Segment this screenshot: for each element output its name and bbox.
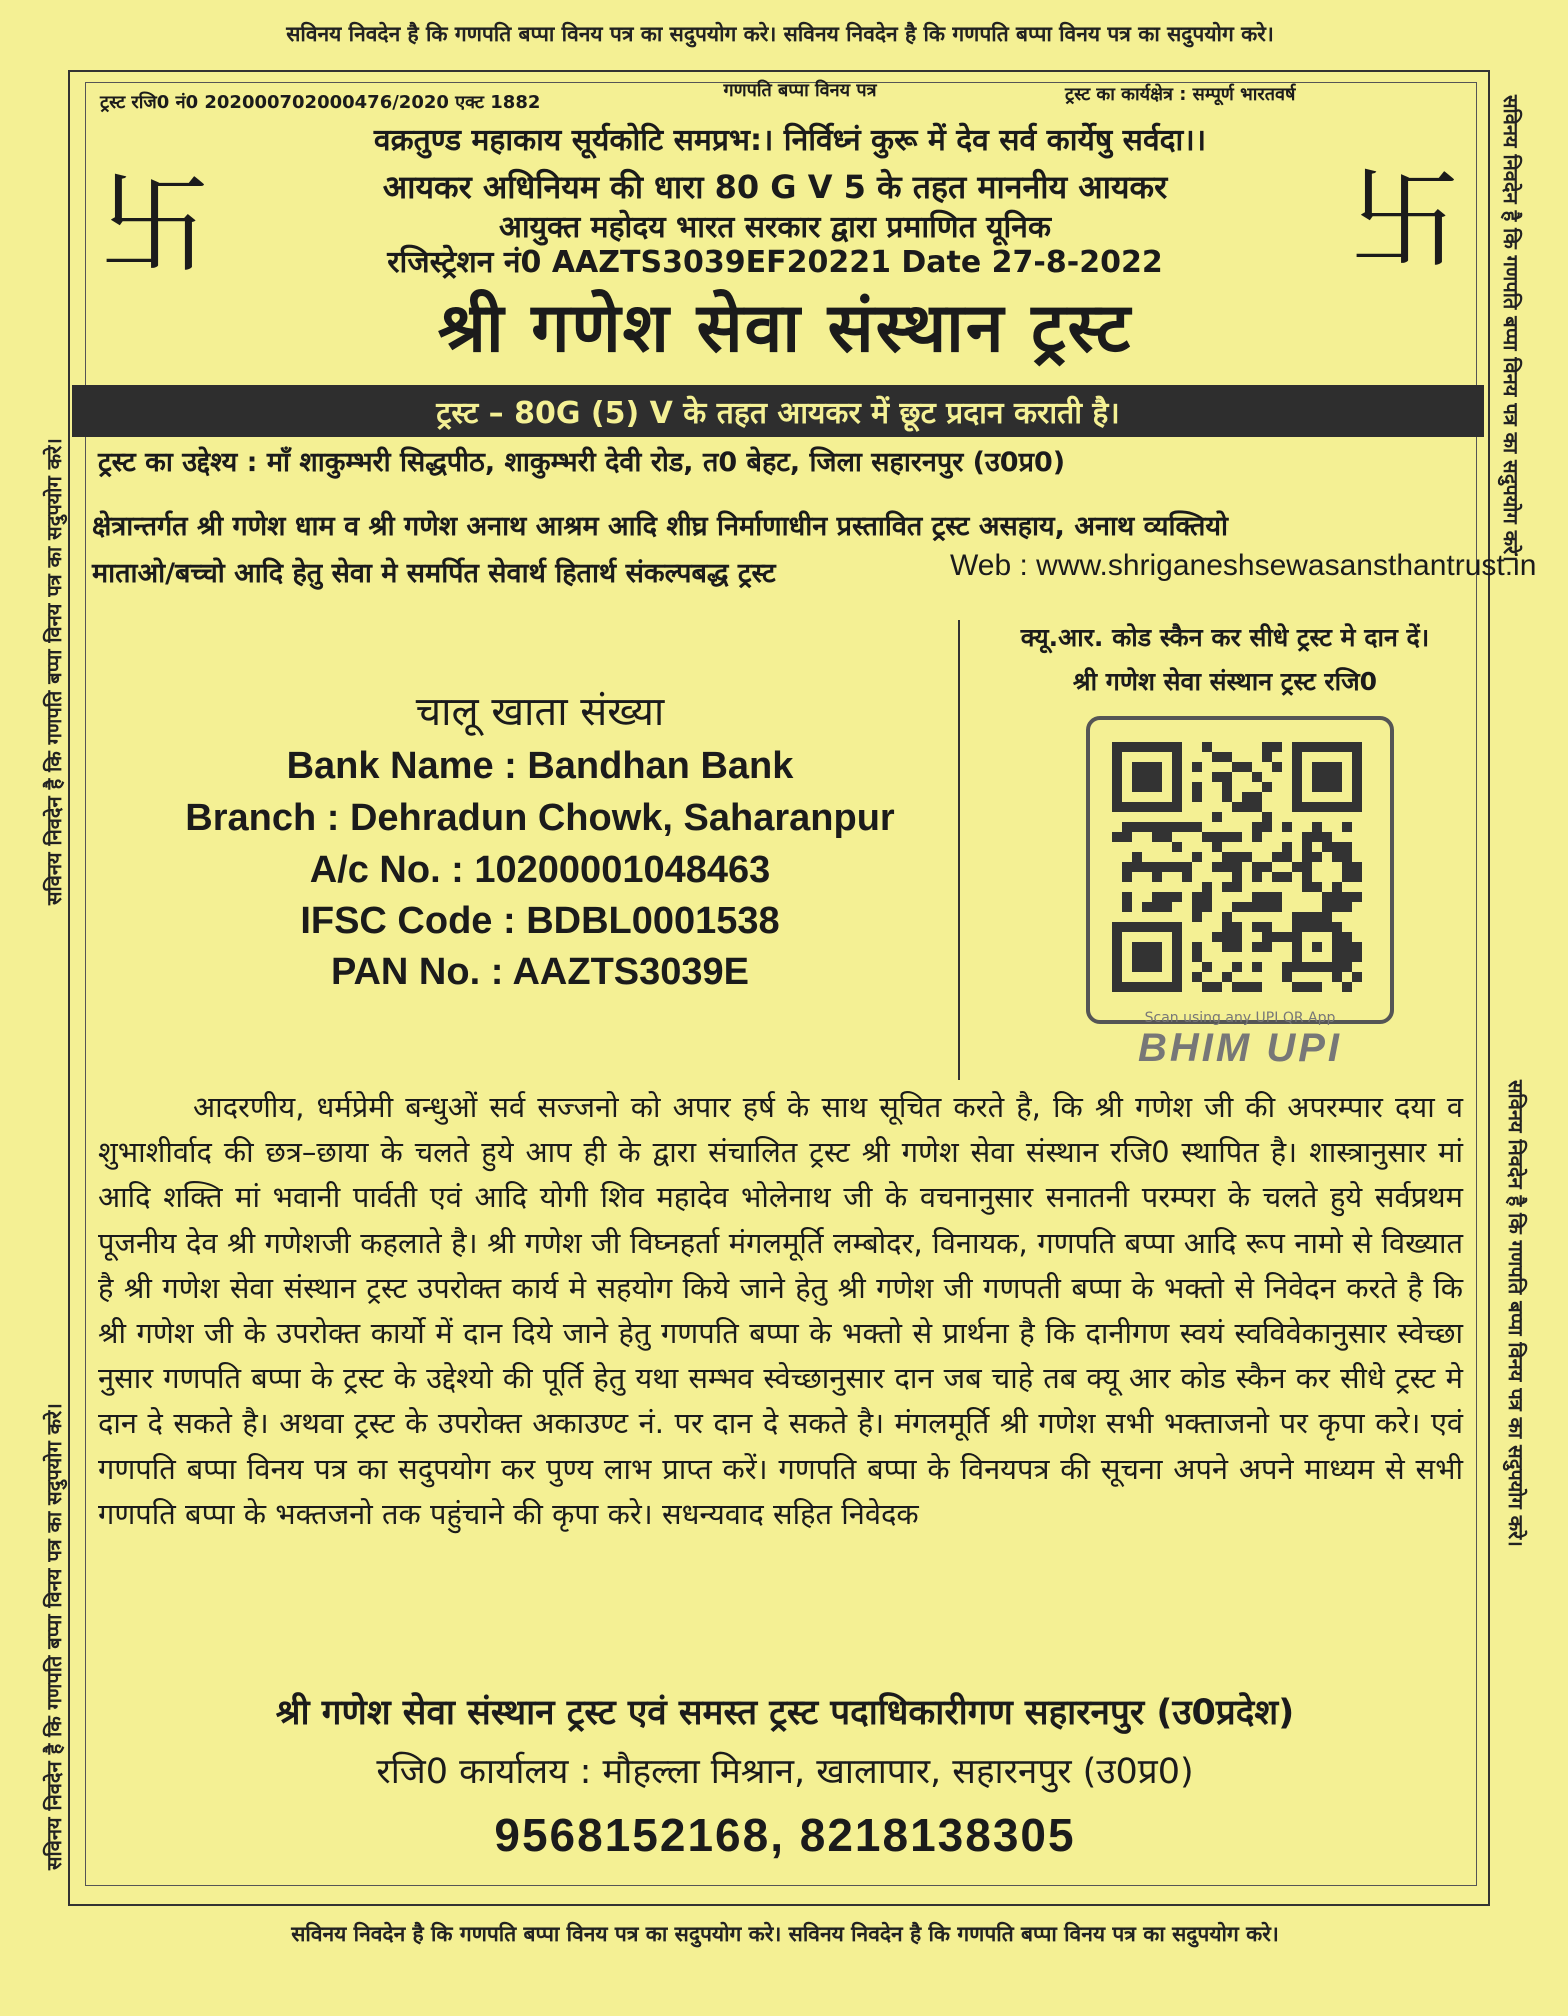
left-border-text-lower: सविनय निवदेन है कि गणपति बप्पा विनय पत्र का सदुपयोग करे।	[42, 1403, 66, 1870]
swastik-icon-right: 卐	[1350, 156, 1460, 284]
band-text: ट्रस्ट – 80G (5) V के तहत आयकर में छूट प्रदान कराती है।	[436, 395, 1120, 431]
bank-name: Bank Name : Bandhan Bank	[286, 745, 794, 787]
current-account-heading: चालू खाता संख्या	[415, 689, 665, 735]
office-address: रजि0 कार्यालय : मौहल्ला मिश्रान, खालापार, सहारनपुर (उ0प्र0)	[376, 1752, 1194, 1792]
work-area: ट्रस्ट का कार्यक्षेत्र : सम्पूर्ण भारतवर्ष	[1065, 84, 1296, 105]
tax-exemption-line-1: आयकर अधिनियम की धारा 80 G V 5 के तहत माननीय आयकर	[382, 168, 1168, 206]
objective-line-1: ट्रस्ट का उद्देश्य : माँ शाकुम्भरी सिद्धपीठ, शाकुम्भरी देवी रोड, त0 बेहट, जिला सहारनपुर (उ0प्र0)	[98, 447, 1066, 478]
qr-caption-trust: श्री गणेश सेवा संस्थान ट्रस्ट रजि0	[1072, 667, 1378, 696]
qr-code-icon[interactable]	[1112, 742, 1362, 992]
bottom-border-text: सविनय निवदेन है कि गणपति बप्पा विनय पत्र का सदुपयोग करे। सविनय निवदेन है कि गणपति बप्पा विनय पत्र का सदुपयोग करे।	[291, 1922, 1279, 1946]
tax-exemption-line-2: आयुक्त महोदय भारत सरकार द्वारा प्रमाणित यूनिक	[499, 210, 1051, 245]
qr-caption: क्यू.आर. कोड स्कैन कर सीधे ट्रस्ट मे दान दें।	[1020, 623, 1430, 652]
left-border-text-upper: सविनय निवदेन है कि गणपति बप्पा विनय पत्र का सदुपयोग करे।	[42, 438, 66, 905]
objective-line-3: माताओ/बच्चो आदि हेतु सेवा मे समर्पित सेवार्थ हितार्थ संकल्पबद्ध ट्रस्ट	[92, 558, 776, 589]
bhim-upi-logo: BHIM UPI	[1138, 1026, 1342, 1070]
right-border-text-upper: सविनय निवदेन है कि गणपति बप्पा विनय पत्र का सदुपयोग करे।	[1499, 95, 1523, 562]
account-number: A/c No. : 10200001048463	[309, 849, 771, 891]
right-border-text-lower: सविनय निवदेन है कि गणपति बप्पा विनय पत्र का सदुपयोग करे।	[1504, 1080, 1528, 1547]
registration-number: ट्रस्ट रजि0 नं0 202000702000476/2020 एक्ट 1882	[100, 92, 541, 113]
bank-branch: Branch : Dehradun Chowk, Saharanpur	[185, 797, 895, 839]
top-border-text: सविनय निवदेन है कि गणपति बप्पा विनय पत्र का सदुपयोग करे। सविनय निवदेन है कि गणपति बप्पा विनय पत्र का सदुपयोग करे।	[286, 22, 1274, 46]
swastik-icon-left: 卐	[100, 161, 210, 289]
objective-line-2: क्षेत्रान्तर्गत श्री गणेश धाम व श्री गणेश अनाथ आश्रम आदि शीघ्र निर्माणाधीन प्रस्तावित ट्रस्ट असहाय, अनाथ व्यक्तियो	[92, 511, 1229, 542]
ifsc-code: IFSC Code : BDBL0001538	[300, 900, 780, 942]
document-label: गणपति बप्पा विनय पत्र	[723, 80, 877, 101]
vertical-divider	[958, 620, 960, 1080]
appeal-body-text: आदरणीय, धर्मप्रेमी बन्धुओं सर्व सज्जनो को अपार हर्ष के साथ सूचित करते है, कि श्री गणेश जी की अपरम्पार दया व शुभाशीर्वाद की छत्र–छाया के चलते हुये आप ही के द्वारा संचालित ट्रस्ट श्री गणेश सेवा संस्थान रजि0 स्थापित है। शास्त्रानुसार मां आदि शक्ति मां भवानी पार्वती एवं आदि योगी शिव महादेव भोलेनाथ जी के वचनानुसार सनातनी परम्परा के चलते हुये सर्वप्रथम पूजनीय देव श्री गणेशजी कहलाते है। श्री गणेश जी विघ्नहर्ता मंगलमूर्ति लम्बोदर, विनायक, गणपति बप्पा आदि रूप नामो से विख्यात है श्री गणेश सेवा संस्थान ट्रस्ट उपरोक्त कार्य मे सहयोग किये जाने हेतु श्री गणेश जी गणपती बप्पा के भक्तो से निवेदन करते है कि श्री गणेश जी के उपरोक्त कार्यो में दान दिये जाने हेतु गणपति बप्पा के भक्तो से प्रार्थना है कि दानीगण स्वयं स्वविवेकानुसार स्वेच्छा नुसार गणपति बप्पा के ट्रस्ट के उद्देश्यो की पूर्ति हेतु यथा सम्भव स्वेच्छानुसार दान जब चाहे तब क्यू आर कोड स्कैन कर सीधे ट्रस्ट मे दान दे सकते है। अथवा ट्रस्ट के उपरोक्त अकाउण्ट नं. पर दान दे सकते है। मंगलमूर्ति श्री गणेश सभी भक्ताजनो पर कृपा करे। एवं गणपति बप्पा विनय पत्र का सदुपयोग कर पुण्य लाभ प्राप्त करें। गणपति बप्पा के विनयपत्र की सूचना अपने अपने माध्यम से सभी गणपति बप्पा के भक्तजनो तक पहुंचाने की कृपा करे। सधन्यवाद सहित निवेदक	[98, 1090, 1463, 1531]
trust-name-title: श्री गणेश सेवा संस्थान ट्रस्ट	[437, 289, 1133, 368]
signatory-line: श्री गणेश सेवा संस्थान ट्रस्ट एवं समस्त ट्रस्ट पदाधिकारीगण सहारनपुर (उ0प्रदेश)	[275, 1693, 1295, 1733]
registration-line: रजिस्ट्रेशन नं0 AAZTS3039EF20221 Date 27-8-2022	[387, 245, 1163, 280]
phone-numbers: 9568152168, 8218138305	[494, 1809, 1076, 1861]
pan-number: PAN No. : AAZTS3039E	[330, 951, 750, 993]
qr-scan-hint: Scan using any UPI QR App	[1144, 1010, 1336, 1026]
website-link[interactable]: Web : www.shriganeshsewasansthantrust.in	[950, 549, 1537, 582]
ganesh-mantra: वक्रतुण्ड महाकाय सूर्यकोटि समप्रभ:। निर्विध्नं कुरू में देव सर्व कार्येषु सर्वदा।।	[373, 123, 1207, 158]
tax-exemption-band	[72, 385, 1484, 437]
